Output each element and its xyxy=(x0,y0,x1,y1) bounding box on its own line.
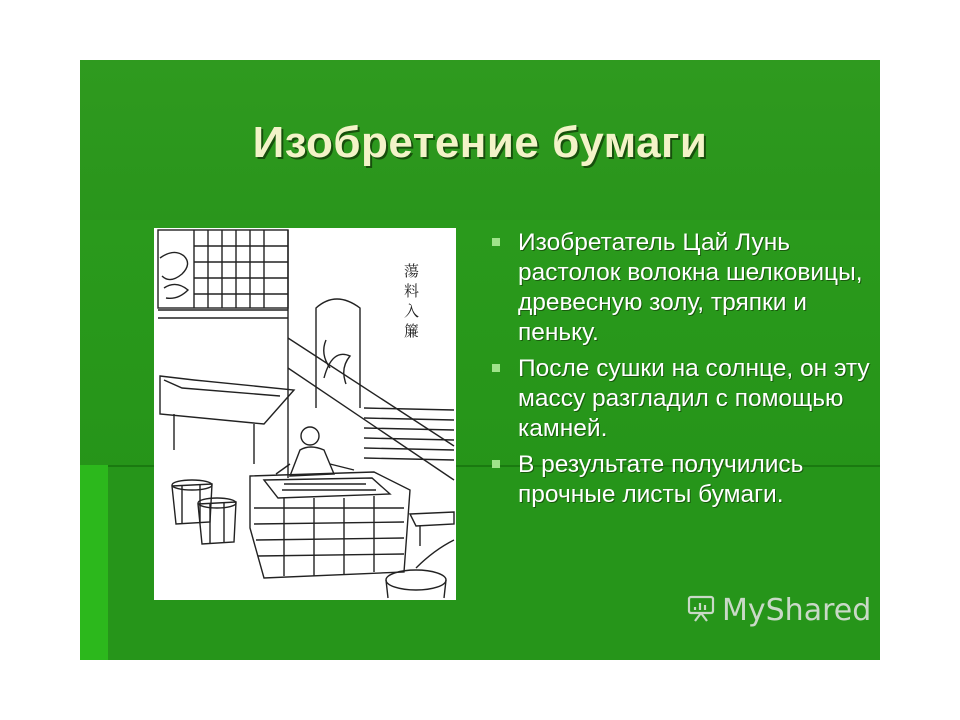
bullet-square-icon xyxy=(492,364,500,372)
watermark-text: MyShared xyxy=(722,593,872,628)
papermaking-illustration xyxy=(154,228,456,600)
background-left-strip xyxy=(80,465,108,660)
bullet-item xyxy=(490,450,875,510)
slide xyxy=(80,60,880,660)
caption-char-4: 簾 xyxy=(404,322,420,340)
bullet-item xyxy=(490,354,875,444)
presentation-board-icon xyxy=(686,593,716,628)
caption-char-2: 料 xyxy=(404,282,420,300)
caption-char-3: 入 xyxy=(404,302,420,320)
caption-char-1: 蕩 xyxy=(404,262,420,280)
bullet-text: В результате получились прочные листы бумаги. xyxy=(518,451,804,508)
bullet-item xyxy=(490,228,875,348)
bullet-square-icon xyxy=(492,460,500,468)
myshared-watermark xyxy=(686,593,871,628)
bullet-square-icon xyxy=(492,238,500,246)
bullet-text: После сушки на солнце, он эту массу разгладил с помощью камней. xyxy=(518,355,870,442)
slide-title: Изобретение бумаги xyxy=(252,118,708,167)
bullet-list xyxy=(490,228,875,516)
bullet-text: Изобретатель Цай Лунь растолок волокна шелковицы, древесную золу, тряпки и пеньку. xyxy=(518,229,863,346)
